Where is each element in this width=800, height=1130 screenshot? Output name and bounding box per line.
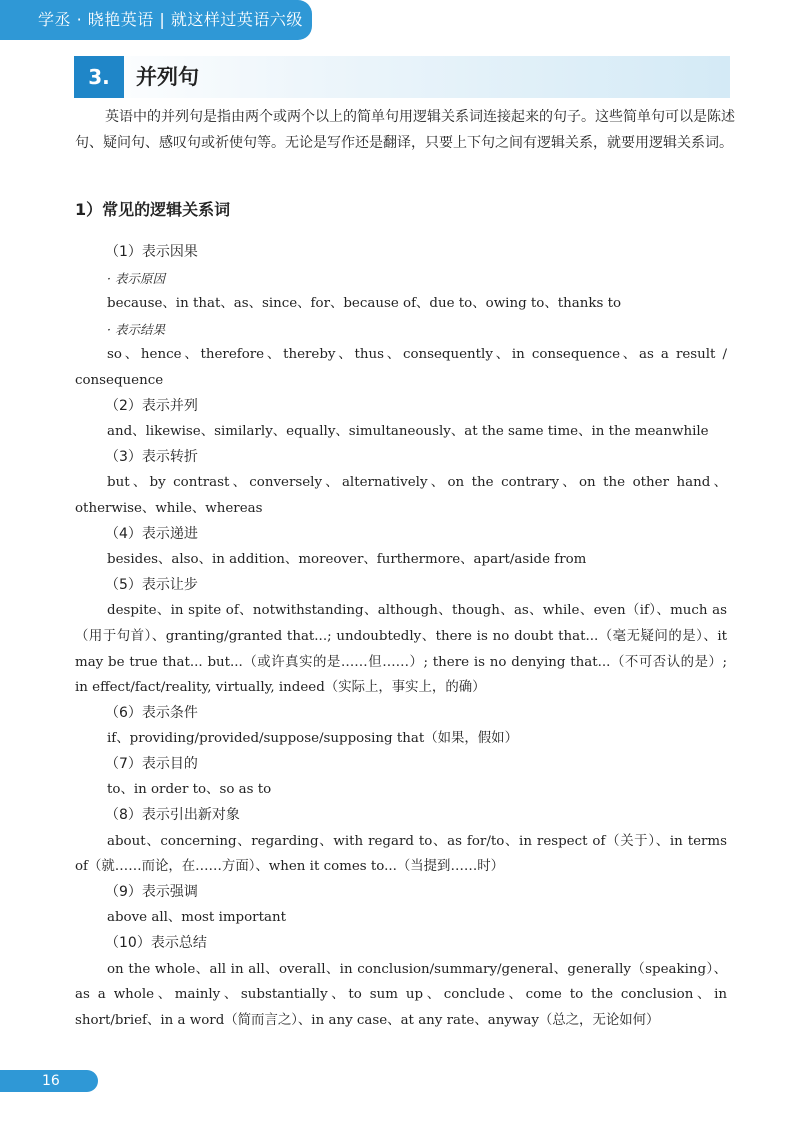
contrast-words: but、by contrast、conversely、alternatively、on the contrary、on the other hand、otherwise、while、whereas bbox=[75, 475, 727, 516]
progression-words: besides、also、in addition、moreover、furthermore、apart/aside from bbox=[107, 552, 587, 568]
subheading: 1）常见的逻辑关系词 bbox=[75, 200, 231, 219]
parallel-words: and、likewise、similarly、equally、simultaneously、at the same time、in the meanwhile bbox=[107, 424, 709, 440]
category-cause: （1）表示因果 bbox=[105, 244, 198, 260]
concession-words: despite、in spite of、notwithstanding、although、though、as、while、even（if）、much as（用于句首）、granting/granted that...; undoubtedly、there is no doubt that...（毫无疑问的是）、it may be true that... but...（或许真实的是……但……）; there is no denying that...（不可否认的是）; in effect/fact/reality, virtually, indeed（实际上，事实上，的确） bbox=[75, 603, 727, 696]
summary-words: on the whole、all in all、overall、in conclusion/summary/general、generally（speaking）、as a whole、mainly、substantially、to sum up、conclude、come to the conclusion、in short/brief、in a word（简而言之）、in any case、at any rate、anyway（总之，无论如何） bbox=[75, 961, 727, 1028]
condition-words: if、providing/provided/suppose/supposing that（如果，假如） bbox=[107, 731, 518, 747]
new-object-words: about、concerning、regarding、with regard to、as for/to、in respect of（关于）、in terms of（就……而论，在……方面）、when it comes to...（当提到……时） bbox=[75, 833, 727, 875]
category-contrast: （3）表示转折 bbox=[105, 448, 198, 465]
category-purpose: （7）表示目的 bbox=[105, 755, 198, 772]
intro-paragraph: 英语中的并列句是指由两个或两个以上的简单句用逻辑关系词连接起来的句子。这些简单句可以是陈述句、疑问句、感叹句或祈使句等。无论是写作还是翻译，只要上下句之间有逻辑关系，就要用逻辑关系词。 bbox=[75, 109, 735, 151]
section-title: 并列句 bbox=[136, 65, 199, 89]
section-number: 3. bbox=[74, 56, 124, 98]
category-emphasis: （9）表示强调 bbox=[105, 883, 198, 900]
reason-words: because、in that、as、since、for、because of、due to、owing to、thanks to bbox=[107, 296, 622, 312]
category-concession: （5）表示让步 bbox=[105, 576, 198, 593]
reason-label: · 表示原因 bbox=[107, 270, 165, 286]
category-summary: （10）表示总结 bbox=[105, 935, 207, 952]
category-parallel: （2）表示并列 bbox=[105, 397, 198, 414]
emphasis-words: above all、most important bbox=[107, 910, 286, 926]
book-title-tab: 学丞 · 晓艳英语 | 就这样过英语六级 bbox=[0, 0, 312, 40]
category-progression: （4）表示递进 bbox=[105, 525, 198, 542]
connectives-list bbox=[75, 240, 727, 1033]
result-words: so、hence、therefore、thereby、thus、consequently、in consequence、as a result / consequence bbox=[75, 347, 727, 388]
purpose-words: to、in order to、so as to bbox=[107, 782, 272, 798]
category-new-object: （8）表示引出新对象 bbox=[105, 807, 240, 824]
page-number: 16 bbox=[0, 1070, 98, 1092]
category-condition: （6）表示条件 bbox=[105, 704, 198, 721]
result-label: · 表示结果 bbox=[107, 321, 165, 337]
